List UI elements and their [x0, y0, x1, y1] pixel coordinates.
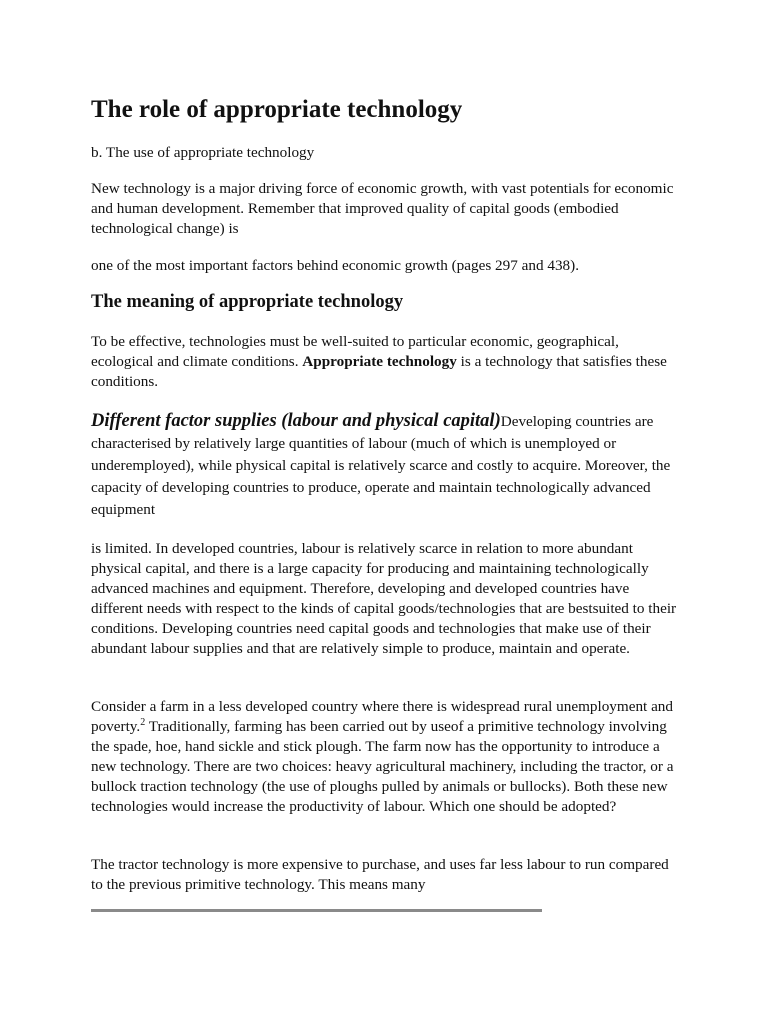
section-heading-meaning: The meaning of appropriate technology: [91, 292, 404, 312]
meaning-text-start: To be effective, technologies must be well-suited to particular economic, geographical, ecological and climate conditions.: [91, 333, 619, 370]
footnote-reference[interactable]: 2: [140, 717, 146, 728]
factor-supplies-text: Developing countries are characterised by relatively large quantities of labour (much of which is unemployed or underemployed), while physical capital is relatively scarce and costly to acquire. Moreover, the capacity of developing countries to produce, operate and maintain technologically advanced equipment: [91, 413, 671, 518]
paragraph-intro-continued: one of the most important factors behind economic growth (pages 297 and 438).: [91, 257, 579, 274]
paragraph-farm: [91, 697, 681, 817]
paragraph-intro: New technology is a major driving force of economic growth, with vast potentials for economic and human development. Remember that improved quality of capital goods (embodied technological change) is: [91, 180, 674, 237]
page-divider: [91, 909, 542, 912]
meaning-text-end: is a technology that satisfies these conditions.: [91, 353, 667, 390]
factor-supplies-heading: Different factor supplies (labour and physical capital): [91, 411, 501, 431]
appropriate-technology-term: Appropriate technology: [302, 353, 457, 370]
farm-text-start: Consider a farm in a less developed country where there is widespread rural unemployment and poverty.: [91, 698, 673, 735]
paragraph-factor-supplies: [91, 410, 681, 521]
subsection-heading: b. The use of appropriate technology: [91, 144, 315, 161]
paragraph-meaning: [91, 332, 681, 392]
farm-text-end: Traditionally, farming has been carried out by useof a primitive technology involving the spade, hoe, hand sickle and stick plough. The farm now has the opportunity to introduce a new technology. There are two choices: heavy agricultural machinery, including the tractor, or a bullock traction technology (the use of ploughs pulled by animals or bullocks). Both these new technologies would increase the productivity of labour. Which one should be adopted?: [91, 718, 674, 815]
paragraph-limited: is limited. In developed countries, labour is relatively scarce in relation to more abundant physical capital, and there is a large capacity for producing and maintaining technologically advanced machines and equipment. Therefore, developing and developed countries have different needs with respect to the kinds of capital goods/technologies that are bestsuited to their conditions. Developing countries need capital goods and technologies that make use of their abundant labour supplies and that are relatively simple to produce, maintain and operate.: [91, 540, 677, 657]
paragraph-tractor: The tractor technology is more expensive to purchase, and uses far less labour to run compared to the previous primitive technology. This means many: [91, 856, 669, 893]
page-title: The role of appropriate technology: [91, 96, 463, 123]
